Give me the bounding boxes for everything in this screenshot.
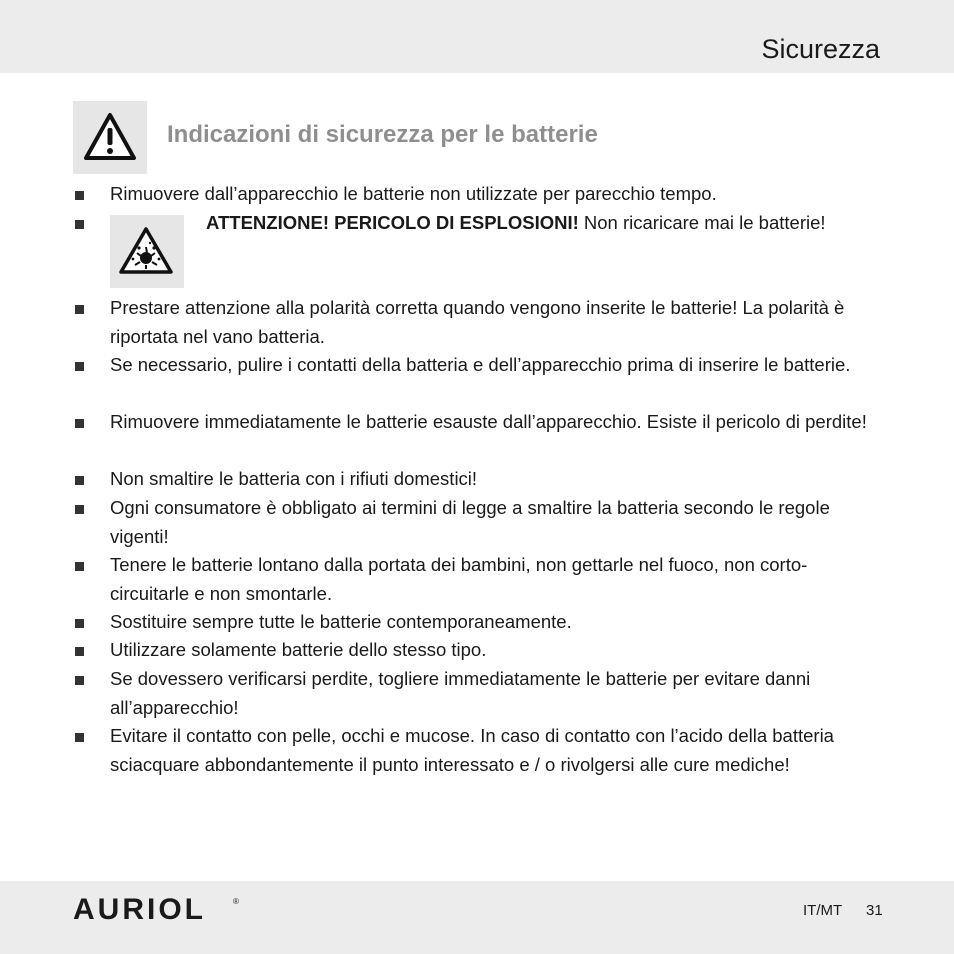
attention-rest: Non ricaricare mai le batterie!	[578, 212, 826, 233]
list-item-text: Se dovessero verificarsi perdite, togliere immediatamente le batterie per evitare danni all’apparecchio!	[110, 668, 811, 718]
bullet-icon	[75, 476, 84, 485]
bullet-icon	[75, 362, 84, 371]
warning-triangle-icon	[83, 111, 137, 163]
bullet-icon	[75, 220, 84, 229]
list-item-text: Sostituire sempre tutte le batterie contemporaneamente.	[110, 611, 572, 632]
bullet-icon	[75, 676, 84, 685]
attention-bold: ATTENZIONE! PERICOLO DI ESPLOSIONI!	[206, 212, 579, 233]
language-code: IT/MT	[803, 902, 843, 919]
list-item-text: Se necessario, pulire i contatti della batteria e dell’apparecchio prima di inserire le batterie.	[110, 354, 851, 375]
list-item-text: Utilizzare solamente batterie dello stesso tipo.	[110, 639, 487, 660]
section-heading: Indicazioni di sicurezza per le batterie	[167, 121, 598, 148]
explosion-symbol-box	[110, 215, 184, 288]
list-item-text: Rimuovere dall’apparecchio le batterie non utilizzate per parecchio tempo.	[110, 183, 717, 204]
list-item-text: Evitare il contatto con pelle, occhi e mucose. In caso di contatto con l’acido della batteria sciacquare abbondantemente il punto interessato e / o rivolgersi alle cure mediche!	[110, 725, 834, 775]
bullet-icon	[75, 619, 84, 628]
brand-logo: AURIOL	[73, 893, 206, 926]
list-item-text: Non smaltire le batteria con i rifiuti domestici!	[110, 468, 478, 489]
attention-text	[206, 209, 886, 238]
list-item-text: Ogni consumatore è obbligato ai termini di legge a smaltire la batteria secondo le regole vigenti!	[110, 497, 830, 547]
bullet-icon	[75, 305, 84, 314]
bullet-icon	[75, 505, 84, 514]
section-title: Sicurezza	[761, 34, 880, 64]
list-item-text: Prestare attenzione alla polarità corretta quando vengono inserite le batterie! La polarità è riportata nel vano batteria.	[110, 297, 845, 347]
bullet-icon	[75, 733, 84, 742]
explosion-hazard-icon	[117, 225, 175, 277]
bullet-icon	[75, 562, 84, 571]
list-item-text: Tenere le batterie lontano dalla portata dei bambini, non gettarle nel fuoco, non corto-circuitarle e non smontarle.	[110, 554, 808, 604]
list-item-text: Rimuovere immediatamente le batterie esauste dall’apparecchio. Esiste il pericolo di perdite!	[110, 411, 867, 432]
warning-symbol-box	[73, 101, 147, 174]
bullet-icon	[75, 191, 84, 200]
bullet-icon	[75, 647, 84, 656]
bullet-icon	[75, 419, 84, 428]
registered-mark: ®	[233, 897, 239, 906]
page-number: 31	[866, 902, 883, 919]
